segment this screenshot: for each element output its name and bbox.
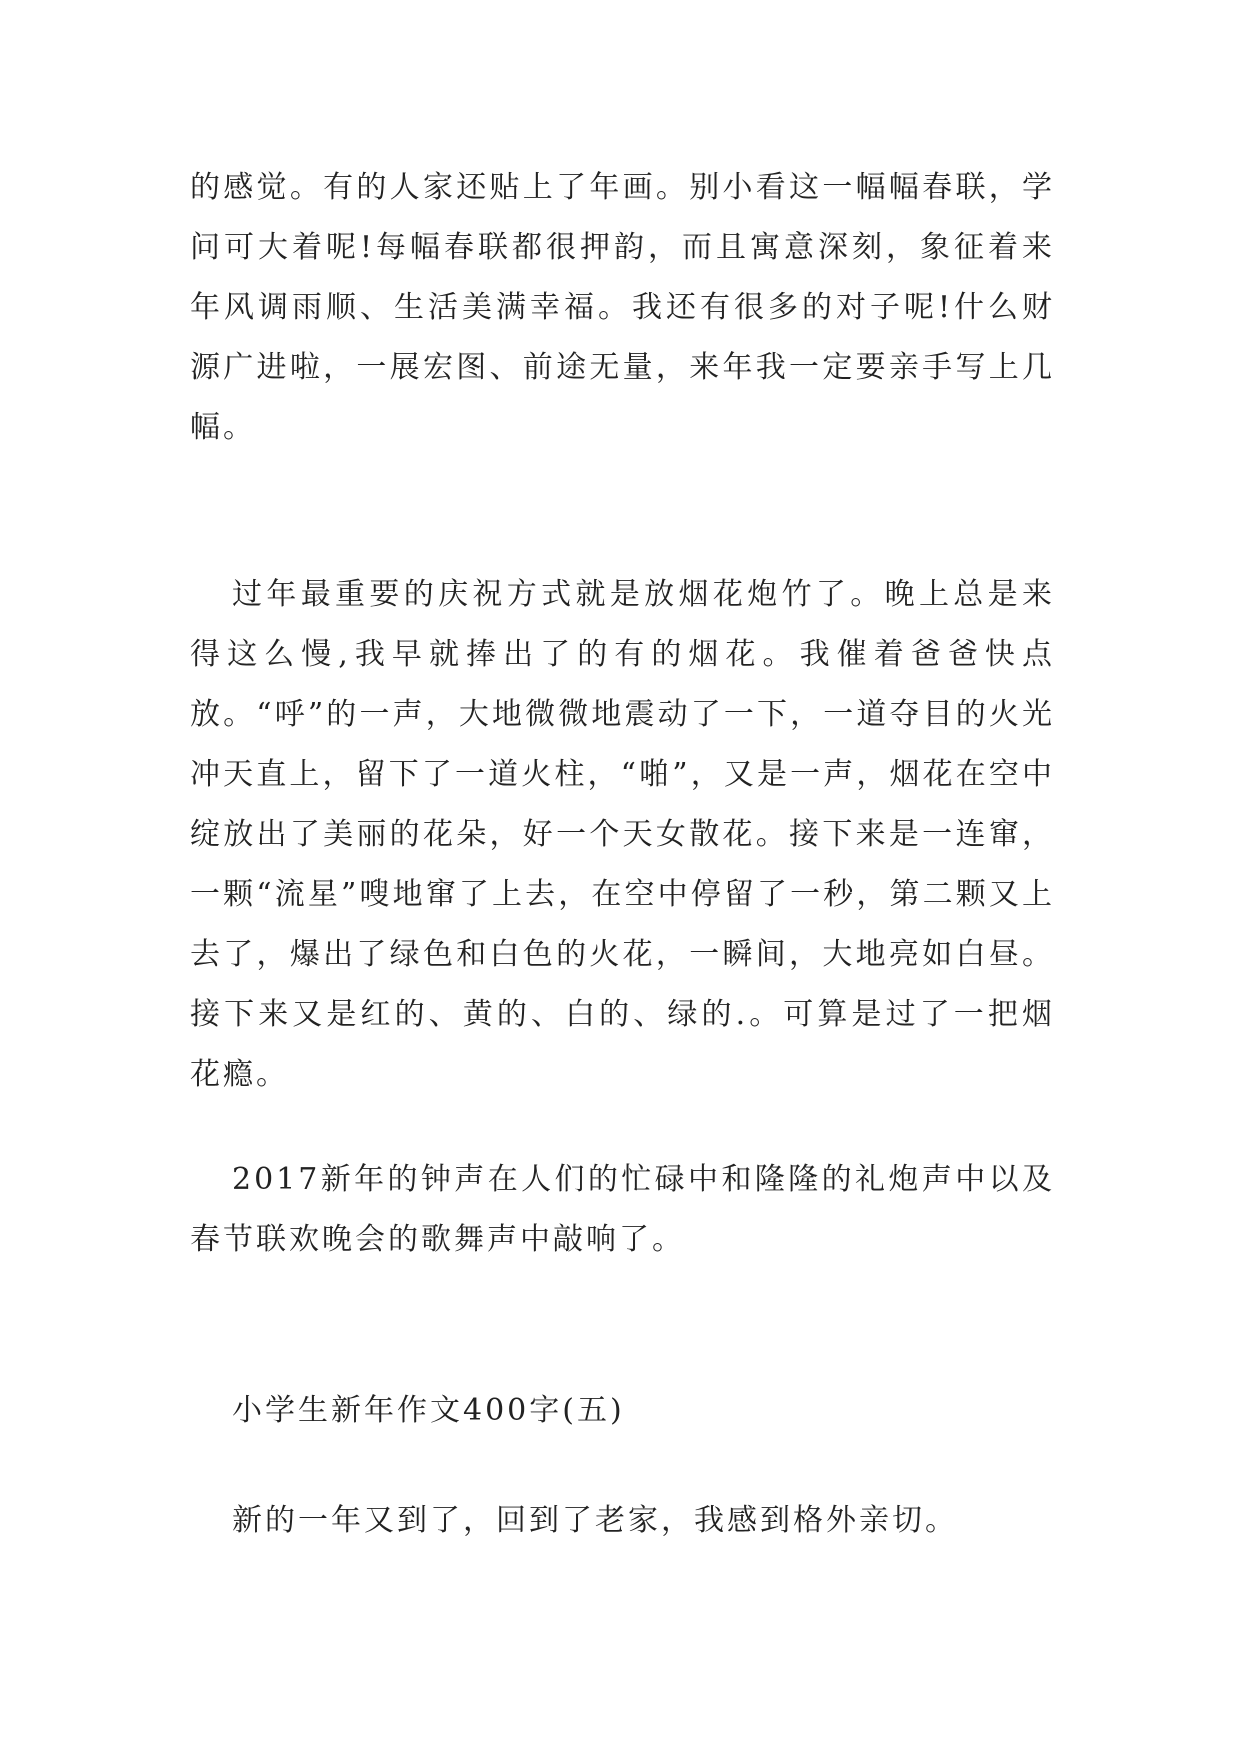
paragraph-fireworks: 过年最重要的庆祝方式就是放烟花炮竹了。晚上总是来得这么慢,我早就捧出了的有的烟花。我催着爸爸快点放。“呼”的一声，大地微微地震动了一下，一道夺目的火光冲天直上，留下了一道火柱，“啪”，又是一声，烟花在空中绽放出了美丽的花朵，好一个天女散花。接下来是一连窜，一颗“流星”嗖地窜了上去，在空中停留了一秒，第二颗又上去了，爆出了绿色和白色的火花，一瞬间，大地亮如白昼。接下来又是红的、黄的、白的、绿的.。可算是过了一把烟花瘾。 <box>190 577 1055 1092</box>
paragraph-hometown: 新的一年又到了，回到了老家，我感到格外亲切。 <box>232 1503 958 1538</box>
essay-heading: 小学生新年作文400字(五) <box>232 1393 625 1428</box>
paragraph-new-year-bell: 2017新年的钟声在人们的忙碌中和隆隆的礼炮声中以及春节联欢晚会的歌舞声中敲响了。 <box>190 1162 1055 1257</box>
paragraph-couplets: 的感觉。有的人家还贴上了年画。别小看这一幅幅春联，学问可大着呢!每幅春联都很押韵，而且寓意深刻，象征着来年风调雨顺、生活美满幸福。我还有很多的对子呢!什么财源广进啦，一展宏图、前途无量，来年我一定要亲手写上几幅。 <box>190 170 1055 445</box>
